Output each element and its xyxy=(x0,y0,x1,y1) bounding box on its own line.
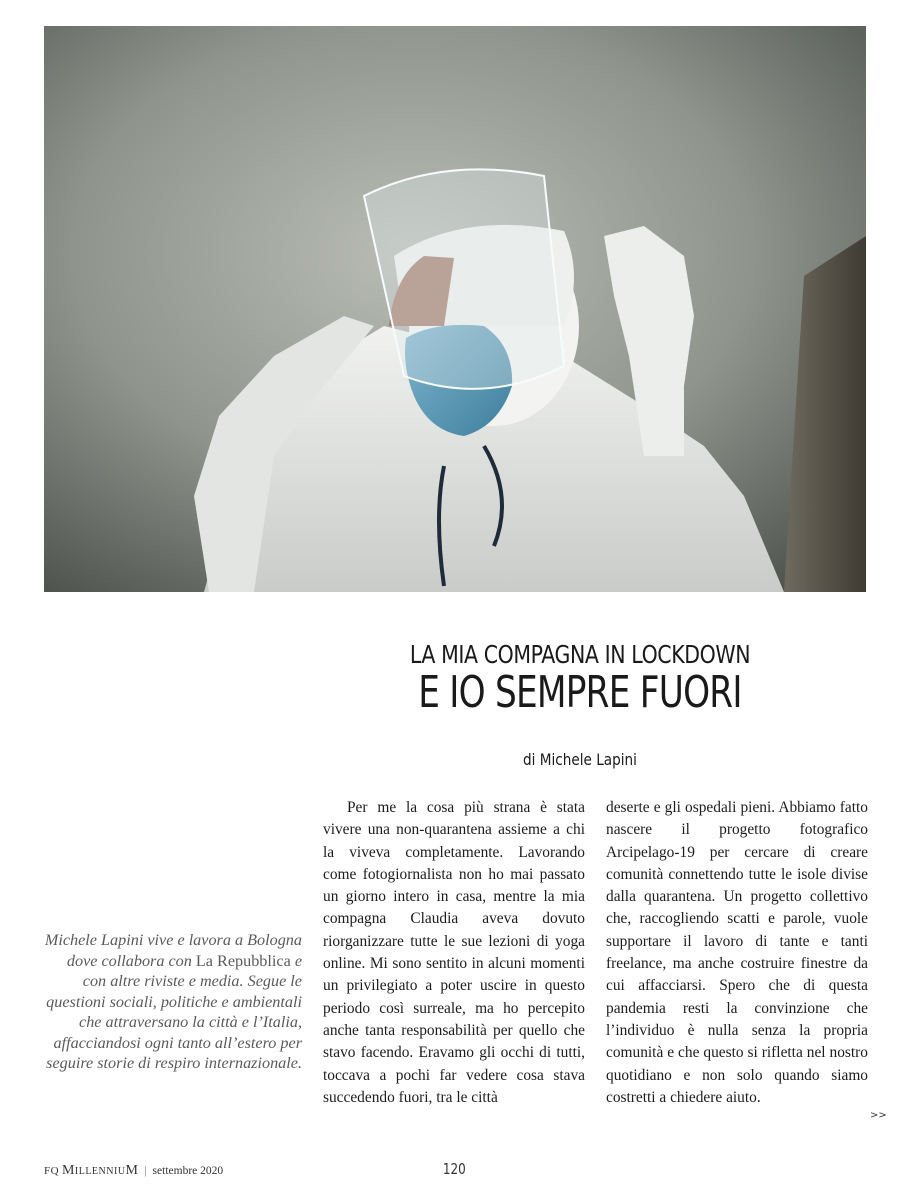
issue-date: settembre 2020 xyxy=(152,1165,224,1177)
title-line-2: E IO SEMPRE FUORI xyxy=(418,667,742,718)
footer-separator: | xyxy=(144,1165,147,1177)
page-number: 120 xyxy=(442,1160,466,1178)
continue-arrow-icon: >> xyxy=(870,1110,887,1121)
title-line-1: LA MIA COMPAGNA IN LOCKDOWN xyxy=(409,640,751,669)
healthcare-worker-photo xyxy=(44,26,866,592)
brand-fq: FQ xyxy=(44,1165,60,1177)
body-column-2: deserte e gli ospedali pieni. Abbiamo fatto nascere il progetto fotografico Arcipelago-19 per cercare di creare comunità connettendo tutte le isole divise dalla quarantena. Un progetto collettivo che, raccogliendo scatti e parole, vuole supportare il lavoro di tante e tanti freelance, ma anche costruire finestre da cui affacciarsi. Spero che di questa pandemia resti la convinzione che l’individuo è nulla senza la propria comunità e che questo si rifletta nel nostro quotidiano e non solo quando siamo costretti a chiedere aiuto. xyxy=(606,799,868,1106)
bio-publication: La Repubblica xyxy=(195,951,291,970)
hero-photo xyxy=(44,26,866,592)
byline: di Michele Lapini xyxy=(523,750,637,769)
brand-millennium: MillenniuM xyxy=(61,1163,139,1178)
body-column-1: Per me la cosa più strana è stata vivere una non-quarantena assieme a chi la viveva completamente. Lavorando come fotogiornalista non ho mai passato un giorno intero in casa, mentre la mia compagna Claudia aveva dovuto riorganizzare tutte le sue lezioni di yoga online. Mi sono sentito in alcuni momenti un privilegiato a poter uscire in questo periodo così surreale, ma ho percepito anche tanta responsabilità per quello che stavo facendo. Eravamo gli occhi di tutti, toccava a pochi far vedere cosa stava succedendo fuori, tra le città xyxy=(323,799,585,1106)
bio-part-2: e con altre riviste e media. Segue le questioni sociali, politiche e ambientali che attraversano la città e l’Italia, affacciandosi ogni tanto all’estero per seguire storie di respiro internazionale. xyxy=(46,951,302,1072)
footer-brand xyxy=(44,1163,223,1179)
article-title xyxy=(330,640,830,716)
bio-part-1: Michele Lapini vive e lavora a Bologna dove collabora con xyxy=(44,931,302,970)
author-bio xyxy=(44,930,302,1074)
